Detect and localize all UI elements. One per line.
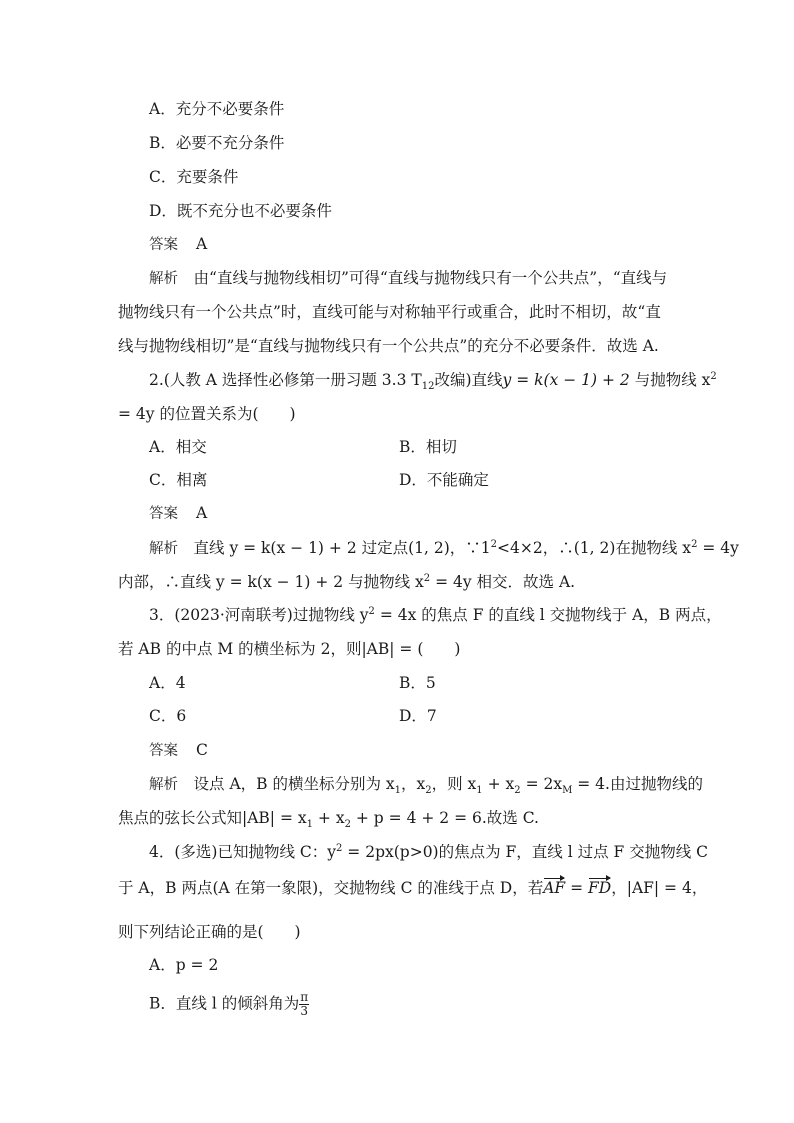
superscript: 2 xyxy=(691,538,698,550)
answer-label: 答案 xyxy=(149,743,178,759)
q2-analysis-line-1 xyxy=(149,538,739,559)
q1-option-d: D．既不充分也不必要条件 xyxy=(149,202,332,220)
analysis-text: = 4y xyxy=(697,539,739,557)
q2-option-a: A．相交 xyxy=(149,438,207,456)
q1-option-c: C．充要条件 xyxy=(149,168,239,186)
q4-option-b-text: B．直线 l 的倾斜角为 xyxy=(149,994,300,1013)
q3-analysis-line-1 xyxy=(149,774,703,795)
fraction-numerator: π xyxy=(300,990,309,1004)
analysis-label: 解析 xyxy=(149,541,178,557)
q4-option-a: A．p = 2 xyxy=(149,956,219,974)
q2-answer xyxy=(149,503,207,524)
superscript: 2 xyxy=(490,538,498,550)
analysis-text: 焦点的弦长公式知|AB| = x xyxy=(118,809,307,827)
q4-stem-line-1 xyxy=(149,842,708,862)
q2-stem-line-1 xyxy=(149,370,717,393)
q3-answer xyxy=(149,740,208,761)
vector-fd: FD xyxy=(588,879,612,897)
superscript: 2 xyxy=(368,605,375,617)
answer-value: A xyxy=(196,504,208,522)
subscript: 1 xyxy=(476,785,483,797)
q3-stem-line-1 xyxy=(149,605,722,625)
q3-stem-text: = 4x 的焦点 F 的直线 l 交抛物线于 A，B 两点， xyxy=(374,606,722,624)
analysis-text: + p = 4 + 2 = 6.故选 C. xyxy=(350,809,539,827)
q3-stem-line-2: 若 AB 的中点 M 的横坐标为 2，则|AB| = ( ) xyxy=(118,640,461,658)
q4-stem-text: 4．(多选)已知抛物线 C：y xyxy=(149,843,336,861)
q3-option-c: C．6 xyxy=(149,707,187,725)
answer-value: C xyxy=(196,741,208,759)
analysis-label: 解析 xyxy=(149,271,178,287)
q2-option-b: B．相切 xyxy=(399,438,457,456)
q2-source: 2.(人教 A 选择性必修第一册习题 3.3 T xyxy=(149,371,422,389)
q1-analysis-line-1 xyxy=(149,268,667,289)
answer-label: 答案 xyxy=(149,506,178,522)
analysis-text: <4×2，∴(1, 2)在抛物线 x xyxy=(497,539,692,557)
q2-options-row-1 xyxy=(149,437,207,457)
analysis-text: 直线 y = k(x − 1) + 2 过定点(1, 2)，∵1 xyxy=(193,539,491,557)
analysis-text: = 2x xyxy=(520,775,563,793)
analysis-text: + x xyxy=(482,775,515,793)
q2-source-sub: 12 xyxy=(421,381,435,393)
analysis-text: 由“直线与抛物线相切”可得“直线与抛物线只有一个公共点”，“直线与 xyxy=(193,269,668,287)
analysis-text: + x xyxy=(313,809,345,827)
answer-label: 答案 xyxy=(149,237,178,253)
q4-stem-text: 于 A，B 两点(A 在第一象限)，交抛物线 C 的准线于点 D，若 xyxy=(118,879,544,897)
subscript: 1 xyxy=(394,785,401,797)
subscript: M xyxy=(562,785,573,797)
analysis-text: 内部，∴直线 y = k(x − 1) + 2 与抛物线 x xyxy=(118,573,424,591)
vector-af: AF xyxy=(543,879,566,897)
fraction-denominator: 3 xyxy=(300,1004,308,1018)
q4-stem-text: = 2px(p>0)的焦点为 F，直线 l 过点 F 交抛物线 C xyxy=(342,843,708,861)
superscript: 2 xyxy=(710,370,717,382)
analysis-label: 解析 xyxy=(149,777,178,793)
fraction-pi-over-3 xyxy=(299,991,309,1018)
analysis-text: = 4y 相交．故选 A. xyxy=(430,573,576,591)
subscript: 2 xyxy=(514,785,521,797)
q3-stem-text: 3．(2023·河南联考)过抛物线 y xyxy=(149,606,369,624)
q2-option-d: D．不能确定 xyxy=(399,471,489,489)
analysis-text: ，则 x xyxy=(431,775,477,793)
q1-answer xyxy=(149,234,207,255)
subscript: 2 xyxy=(344,819,351,831)
q2-stem-text: 改编)直线 xyxy=(434,371,503,389)
subscript: 1 xyxy=(306,819,313,831)
q1-option-a: A．充分不必要条件 xyxy=(149,100,285,118)
q4-stem-text: ，|AF| = 4， xyxy=(611,879,708,897)
q2-stem-tail: 与抛物线 x xyxy=(629,371,711,389)
q3-option-a: A．4 xyxy=(149,674,186,692)
q3-option-b: B．5 xyxy=(399,674,436,692)
analysis-text: = 4.由过抛物线的 xyxy=(572,775,703,793)
q4-stem-line-3: 则下列结论正确的是( ) xyxy=(118,923,301,941)
q2-stem-line-2: = 4y 的位置关系为( ) xyxy=(118,405,296,423)
q1-analysis-line-2: 抛物线只有一个公共点”时，直线可能与对称轴平行或重合，此时不相切，故“直 xyxy=(118,303,661,321)
superscript: 2 xyxy=(336,842,343,854)
equals-sign: = xyxy=(565,879,589,897)
q4-option-b xyxy=(149,991,309,1018)
analysis-text: 设点 A，B 的横坐标分别为 x xyxy=(193,775,395,793)
analysis-text: ，x xyxy=(401,775,426,793)
q4-stem-line-2 xyxy=(118,878,707,898)
superscript: 2 xyxy=(423,572,431,584)
q3-option-d: D．7 xyxy=(399,707,437,725)
q1-option-b: B．必要不充分条件 xyxy=(149,134,285,152)
q2-analysis-line-2 xyxy=(118,572,575,592)
q2-option-c: C．相离 xyxy=(149,471,208,489)
subscript: 2 xyxy=(425,785,432,797)
q2-line-eq: y = k(x − 1) + 2 xyxy=(502,371,630,389)
answer-value: A xyxy=(196,235,208,253)
q3-analysis-line-2 xyxy=(118,808,539,831)
q1-analysis-line-3: 线与抛物线相切”是“直线与抛物线只有一个公共点”的充分不必要条件．故选 A. xyxy=(118,337,659,355)
